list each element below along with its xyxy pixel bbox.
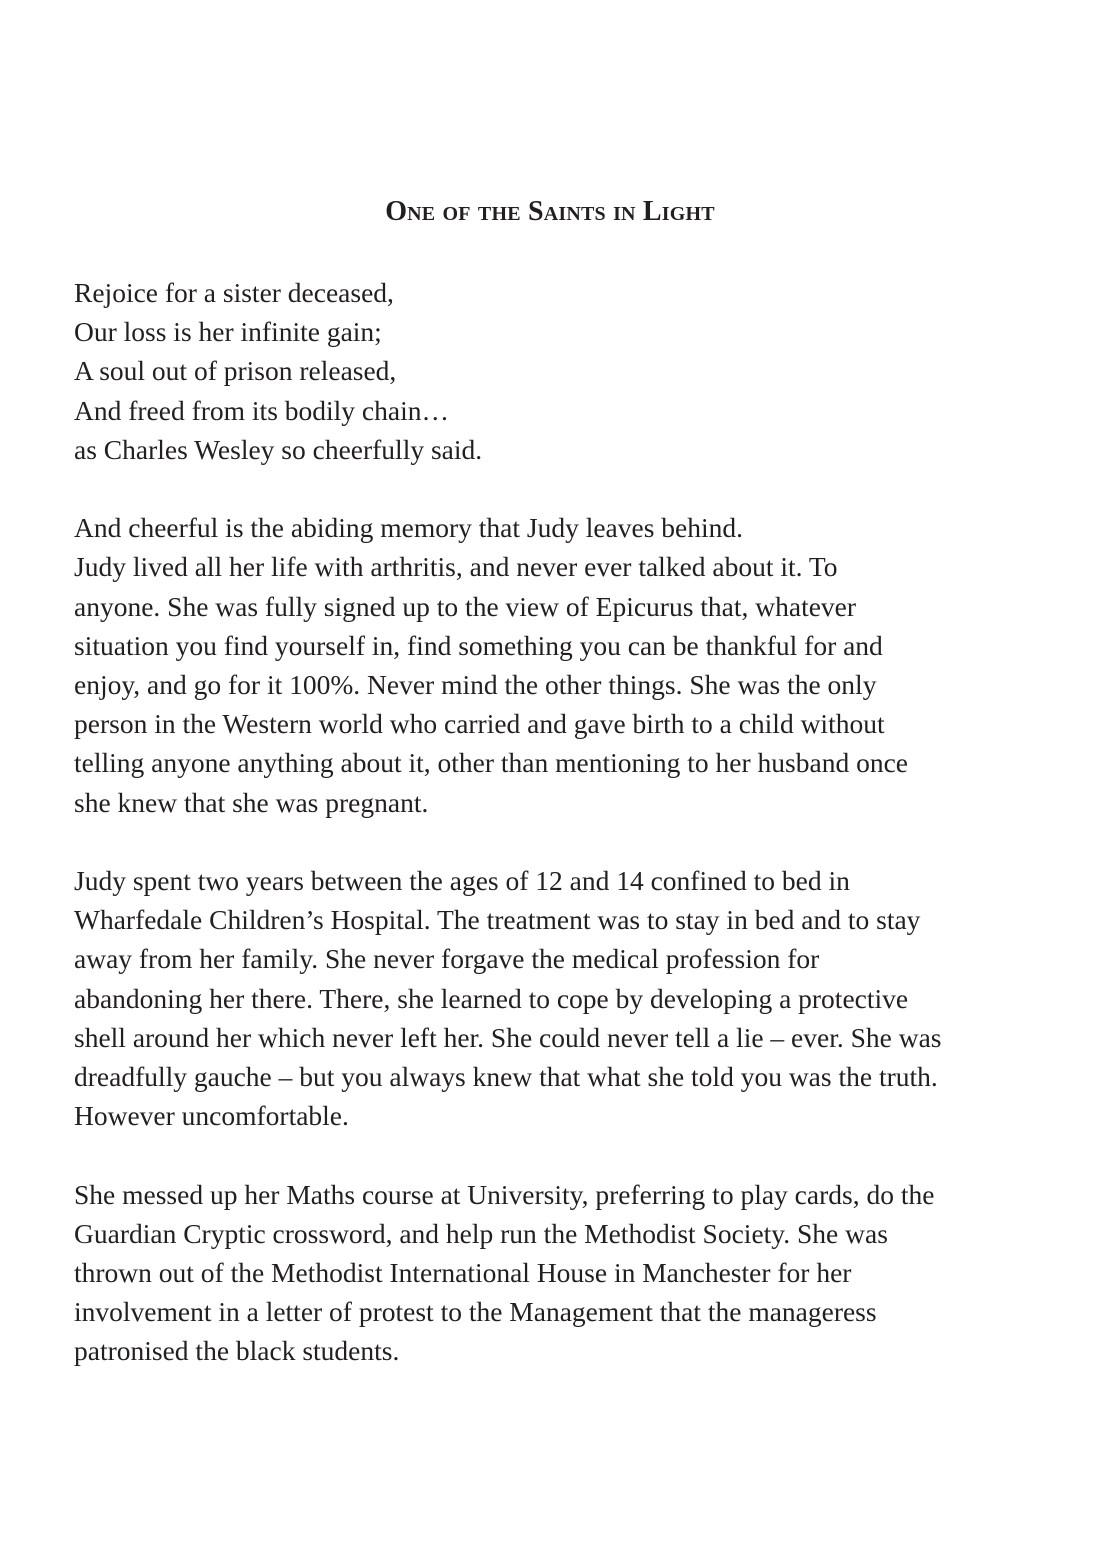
paragraph-gap (74, 822, 1034, 861)
paragraph-line: patronised the black students. (74, 1335, 400, 1367)
paragraph-line: telling anyone anything about it, other than mentioning to her husband once (74, 747, 908, 779)
paragraph-line: thrown out of the Methodist International House in Manchester for her (74, 1257, 852, 1289)
poem-line: Rejoice for a sister deceased, (74, 277, 394, 308)
paragraph-line: person in the Western world who carried and gave birth to a child without (74, 708, 885, 740)
poem-line: Our loss is her infinite gain; (74, 316, 382, 348)
paragraph-line: shell around her which never left her. She could never tell a lie – ever. She was (74, 1021, 942, 1053)
page-title: One of the Saints in Light (385, 196, 715, 227)
paragraph-line: Judy spent two years between the ages of 12 and 14 confined to bed in (74, 865, 850, 897)
paragraph-line: Guardian Cryptic crossword, and help run the Methodist Society. She was (74, 1217, 888, 1249)
paragraph-gap (74, 1135, 1034, 1174)
paragraph-line: Judy lived all her life with arthritis, and never ever talked about it. To (74, 551, 838, 583)
paragraph-line: she knew that she was pregnant. (74, 786, 429, 818)
paragraph-line: Wharfedale Children’s Hospital. The treatment was to stay in bed and to stay (74, 904, 921, 936)
paragraph-line: situation you find yourself in, find something you can be thankful for and (74, 629, 883, 661)
paragraph-line: And cheerful is the abiding memory that Judy leaves behind. (74, 512, 743, 544)
poem-stanza (74, 273, 1034, 469)
paragraph-gap (74, 469, 1034, 508)
paragraph-line: abandoning her there. There, she learned to cope by developing a protective (74, 982, 909, 1014)
poem-line: A soul out of prison released, (74, 355, 397, 387)
paragraph-line: However uncomfortable. (74, 1100, 349, 1132)
paragraph-line: involvement in a letter of protest to the Management that the manageress (74, 1296, 877, 1328)
poem-attribution-line: as Charles Wesley so cheerfully said. (74, 433, 483, 465)
paragraph-2 (74, 861, 1034, 1135)
paragraph-line: enjoy, and go for it 100%. Never mind the other things. She was the only (74, 669, 877, 701)
poem-line: And freed from its bodily chain… (74, 394, 449, 426)
body-text (74, 273, 1034, 1371)
paragraph-1 (74, 508, 1034, 822)
paragraph-3 (74, 1175, 1034, 1371)
paragraph-line: anyone. She was fully signed up to the view of Epicurus that, whatever (74, 590, 857, 622)
paragraph-line: away from her family. She never forgave the medical profession for (74, 943, 820, 975)
paragraph-line: dreadfully gauche – but you always knew that what she told you was the truth. (74, 1061, 938, 1093)
paragraph-line: She messed up her Maths course at University, preferring to play cards, do the (74, 1178, 935, 1210)
